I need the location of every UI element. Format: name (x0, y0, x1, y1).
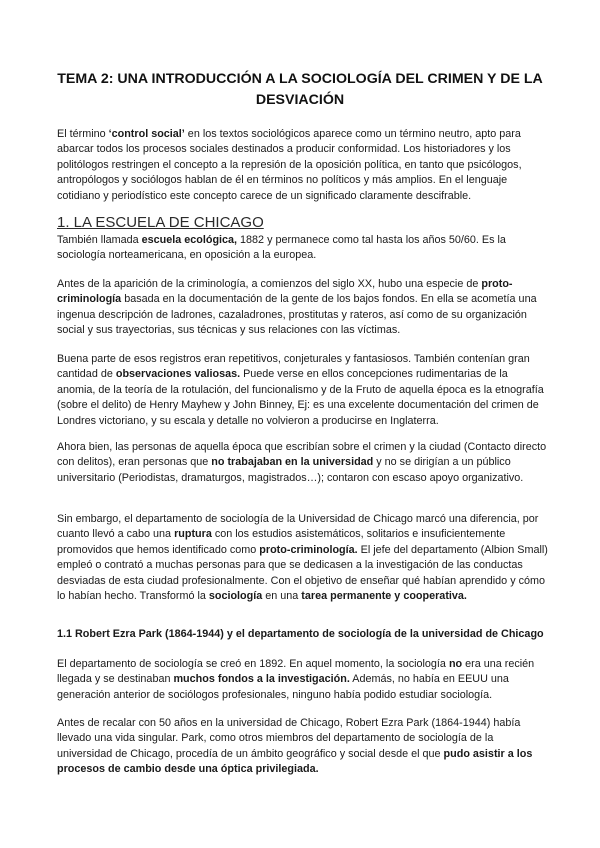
section-heading-park: 1.1 Robert Ezra Park (1864-1944) y el departamento de sociología de la universidad de Chicago (57, 628, 544, 640)
paragraph-escuela-ecologica (57, 233, 549, 264)
bold-run: escuela ecológica, (141, 234, 238, 246)
bold-run: observaciones valiosas. (115, 368, 241, 381)
text-run: con los estudios asistemáticos, solitarios e insuficientemente promovidos que hemos identificado como (57, 528, 506, 556)
text-run: Antes de la aparición de la criminología, a comienzos del siglo XX, hubo una especie de (57, 278, 482, 290)
paragraph-robert-park (57, 716, 549, 778)
text-run: y no se dirigían a un público universitario (Periodistas, dramaturgos, magistrados…); contaron con escaso apoyo organizativo. (57, 456, 524, 484)
text-run: Además, no había en EEUU una generación anterior de sociólogos profesionales, ninguno había podido estudiar sociología. (57, 673, 509, 701)
paragraph-personas-epoca (57, 440, 549, 486)
text-run: en los textos sociológicos aparece como un término neutro, apto para abarcar todos los procesos sociales destinados a producir conformidad. Los historiadores y los politólogos restringen el concepto a la represión de la oposición política, en tanto que psicólogos, antropólogos y sociólogos hablan de él en términos no políticos y más amplios. En el lenguaje cotidiano y periodístico este concepto carece de un significado claramente descifrable. (57, 128, 522, 202)
bold-run: sociología (208, 590, 263, 603)
text-run: Ahora bien, las personas de aquella época que escribían sobre el crimen y la ciudad (Contacto directo con delitos), eran personas que (57, 441, 547, 469)
intro-paragraph (57, 127, 549, 204)
bold-run: no trabajaban en la universidad (211, 456, 374, 469)
page-title: TEMA 2: UNA INTRODUCCIÓN A LA SOCIOLOGÍA DEL CRIMEN Y DE LA DESVIACIÓN (57, 71, 543, 108)
text-run: basada en la documentación de la gente de los bajos fondos. En ella se acometía una ingenua descripción de ladrones, cazaladrones, prostitutas y rateros, así como de su organización social y sus trayectorias, sus técnicas y sus relaciones con las víctimas. (57, 293, 537, 337)
bold-run: proto-criminología. (259, 543, 358, 556)
text-run: era una recién llegada y se destinaban (57, 658, 535, 686)
paragraph-registros (57, 352, 549, 429)
text-run: El término (57, 128, 109, 140)
text-run: Antes de recalar con 50 años en la universidad de Chicago, Robert Ezra Park (1864-1944) había llevado una vida singular. Park, como otros miembros del departamento de sociología de la universidad de Chicago, procedía de un ámbito geográfico y social desde el que (57, 717, 521, 760)
bold-run: tarea permanente y cooperativa. (301, 590, 467, 603)
paragraph-proto-criminologia (57, 277, 549, 339)
text-run: Sin embargo, el departamento de sociología de la Universidad de Chicago marcó una diferencia, por cuanto llevó a cabo una (57, 513, 539, 541)
text-run: 1882 y permanece como tal hasta los años 50/60. Es la sociología norteamericana, en oposición a la europea. (57, 234, 506, 262)
text-run: en una (262, 590, 302, 603)
text-run: El departamento de sociología se creó en 1892. En aquel momento, la sociología (57, 658, 449, 670)
bold-run: proto-criminología (57, 278, 513, 306)
bold-run: muchos fondos a la investigación. (173, 673, 350, 686)
section-heading-chicago: 1. LA ESCUELA DE CHICAGO (57, 214, 264, 231)
text-run: Puede verse en ellos concepciones rudimentarias de la anomia, de la teoría de la rotulación, del funcionalismo y de la Fruto de aquella época es la etnografía (sobre el delito) de Henry Mayhew y John Binney, Ej: es una excelente documentación del crimen de Londres victoriano, y su escala y detalle no volvieron a producirse en Inglaterra. (57, 368, 544, 427)
bold-run: ruptura (174, 528, 212, 541)
bold-run: pudo asistir a los procesos de cambio desde una óptica privilegiada. (57, 747, 533, 776)
paragraph-departamento (57, 512, 549, 604)
paragraph-creacion-departamento (57, 657, 549, 703)
bold-run: ‘control social’ (108, 128, 185, 140)
text-run: Buena parte de esos registros eran repetitivos, conjeturales y fantasiosos. También contenían gran cantidad de (57, 353, 530, 381)
text-run: También llamada (57, 234, 142, 246)
text-run: El jefe del departamento (Albion Small) empleó o contrató a muchas personas para que se dedicasen a la investigación de las conductas desviadas de esta ciudad profesionalmente. Con el objetivo de enseñar qué habían aprendido y cómo lo habían hecho. Transformó la (57, 543, 548, 603)
bold-run: no (448, 658, 463, 670)
